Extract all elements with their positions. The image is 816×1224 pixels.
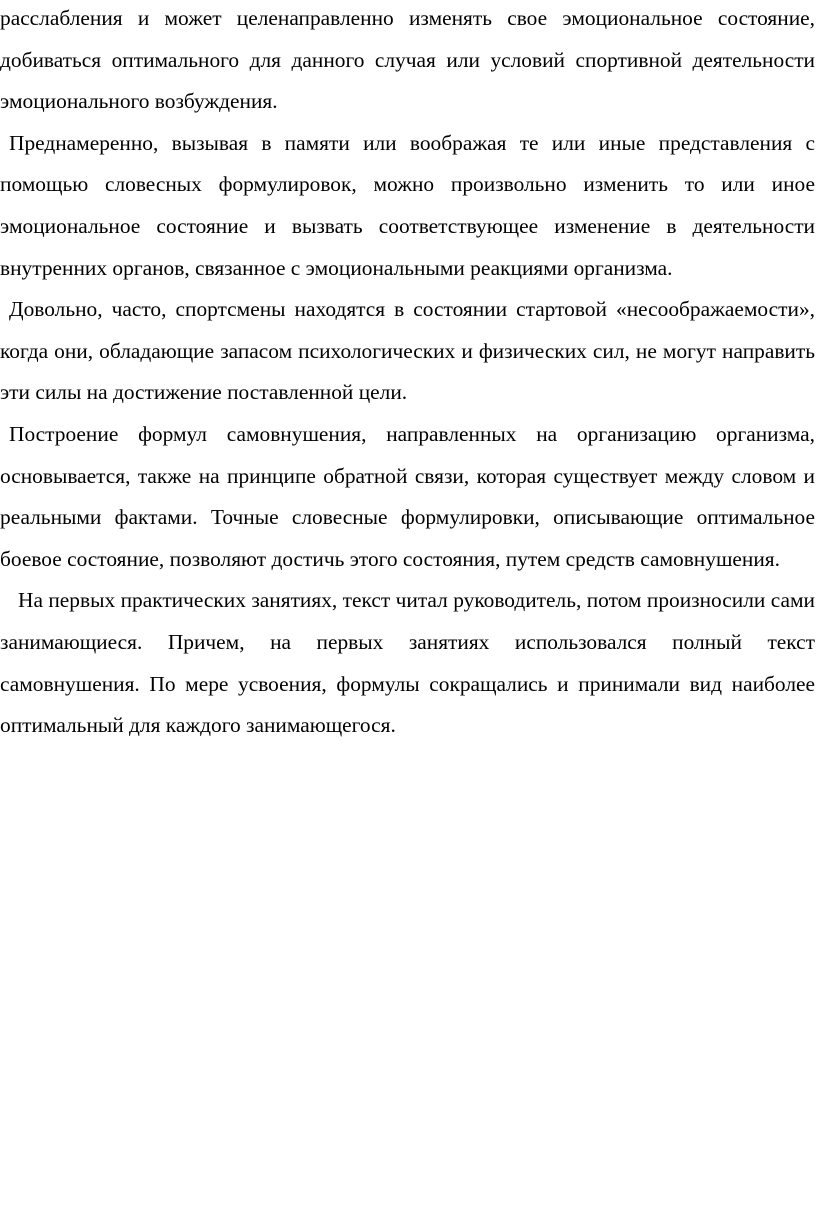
paragraph-1: расслабления и может целенаправленно изменять свое эмоциональное состояние, добиваться оптимального для данного случая или условий спортивной деятельности эмоционального возбуждения.	[0, 6, 815, 114]
paragraph-2: Преднамеренно, вызывая в памяти или воображая те или иные представления с помощью словесных формулировок, можно произвольно изменить то или иное эмоциональное состояние и вызвать соответствующее изменение в деятельности внутренних органов, связанное с эмоциональными реакциями организма.	[0, 130, 815, 280]
paragraph-3: Довольно, часто, спортсмены находятся в состоянии стартовой «несоображаемости», когда они, обладающие запасом психологических и физических сил, не могут направить эти силы на достижение поставленной цели.	[0, 297, 815, 405]
paragraph-4: Построение формул самовнушения, направленных на организацию организма, основывается, также на принципе обратной связи, которая существует между словом и реальными фактами. Точные словесные формулировки, описывающие оптимальное боевое состояние, позволяют достичь этого состояния, путем средств самовнушения.	[0, 421, 815, 571]
paragraph-5: На первых практических занятиях, текст читал руководитель, потом произносили сами занимающиеся. Причем, на первых занятиях использовался полный текст самовнушения. По мере усвоения, формулы сокращались и принимали вид наиболее оптимальный для каждого занимающегося.	[0, 588, 815, 738]
